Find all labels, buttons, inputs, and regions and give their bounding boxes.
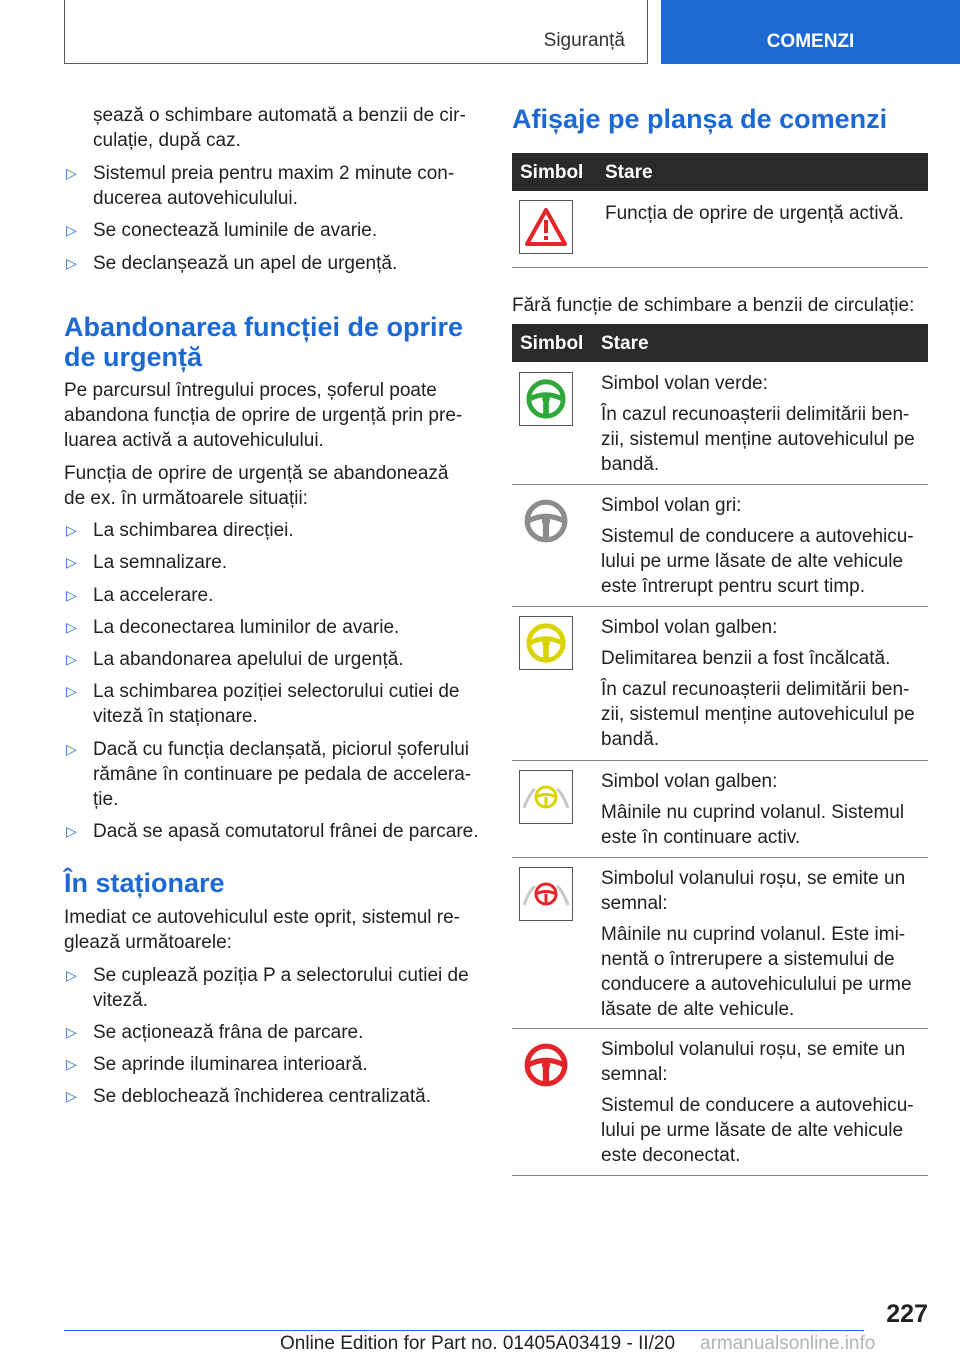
bullet-triangle-icon: ▷ bbox=[66, 1088, 77, 1104]
symbol-frame bbox=[519, 200, 573, 254]
section-heading-abandon: Abandonarea funcției de oprire de urgență bbox=[64, 312, 464, 372]
table-header bbox=[512, 153, 928, 191]
bullet-triangle-icon: ▷ bbox=[66, 255, 77, 271]
steering-wheel-red-hands-icon bbox=[521, 874, 571, 914]
bullet-triangle-icon: ▷ bbox=[66, 522, 77, 538]
symbol-frame bbox=[519, 867, 573, 921]
list-item: ▷ La schimbarea direcției. bbox=[66, 520, 294, 541]
steering-wheel-grey-icon bbox=[523, 498, 569, 544]
table-header bbox=[512, 324, 928, 362]
table-row bbox=[512, 191, 928, 268]
steering-wheel-yellow-icon bbox=[525, 622, 567, 664]
bullet-triangle-icon: ▷ bbox=[66, 651, 77, 667]
table-caption: Fără funcție de schimbare a benzii de circulație: bbox=[512, 295, 915, 316]
bullet-triangle-icon: ▷ bbox=[66, 165, 77, 181]
table-row bbox=[512, 484, 928, 607]
list-item: ▷ Se declanșează un apel de urgență. bbox=[66, 253, 398, 274]
bullet-triangle-icon: ▷ bbox=[66, 1024, 77, 1040]
list-item: ▷ La semnalizare. bbox=[66, 552, 228, 573]
symbol-frame bbox=[519, 770, 573, 824]
list-item: ▷ Dacă cu funcția declanșată, piciorul șoferului rămâne în continuare pe pedala de accelera- ție. bbox=[66, 739, 472, 810]
header-chapter-tab[interactable] bbox=[661, 0, 960, 64]
steering-wheel-red-icon bbox=[523, 1042, 569, 1088]
list-item: ▷ La deconectarea luminilor de avarie. bbox=[66, 617, 400, 638]
state-description: Simbolul volanului roșu, se emite un semnal: Mâinile nu cuprind volanul. Este imi- nentă o întrerupere a sistemului de conducere a autovehiculului pe urme lăsate de alte vehicule. bbox=[601, 868, 912, 1020]
edition-text: Online Edition for Part no. 01405A03419 - II/20 bbox=[280, 1333, 676, 1354]
symbol-frame bbox=[519, 494, 573, 548]
paragraph: Imediat ce autovehiculul este oprit, sistemul re- glează următoarele: bbox=[64, 907, 461, 953]
column-header-state: Stare bbox=[605, 162, 653, 183]
paragraph: Pe parcursul întregului proces, șoferul poate abandona funcția de oprire de urgență prin pre- luarea activă a autovehiculului. bbox=[64, 380, 463, 451]
bullet-triangle-icon: ▷ bbox=[66, 1056, 77, 1072]
list-item: ▷ Se conectează luminile de avarie. bbox=[66, 220, 378, 241]
section-heading-displays: Afișaje pe planșa de comenzi bbox=[512, 104, 888, 134]
table-row bbox=[512, 1028, 928, 1176]
list-item: ▷ Dacă se apasă comutatorul frânei de parcare. bbox=[66, 821, 479, 842]
paragraph: Funcția de oprire de urgență se abandonează de ex. în următoarele situații: bbox=[64, 463, 449, 509]
column-header-symbol: Simbol bbox=[520, 162, 584, 183]
symbol-frame bbox=[519, 1038, 573, 1092]
continued-text: șează o schimbare automată a benzii de cir- culație, după caz. bbox=[93, 105, 466, 151]
bullet-triangle-icon: ▷ bbox=[66, 222, 77, 238]
bullet-triangle-icon: ▷ bbox=[66, 619, 77, 635]
bullet-triangle-icon: ▷ bbox=[66, 587, 77, 603]
state-description: Simbol volan galben: Delimitarea benzii a fost încălcată. În cazul recunoașterii delimitării ben- zii, sistemul menține autovehiculul pe bandă. bbox=[601, 617, 915, 750]
header-chapter-label: COMENZI bbox=[766, 31, 855, 52]
list-item: ▷ Se aprinde iluminarea interioară. bbox=[66, 1054, 368, 1075]
column-header-symbol: Simbol bbox=[520, 333, 584, 354]
state-description: Simbol volan gri: Sistemul de conducere a autovehicu- lului pe urme lăsate de alte vehicule este întrerupt pentru scurt timp. bbox=[601, 495, 914, 597]
table-row bbox=[512, 606, 928, 761]
steering-wheel-green-icon bbox=[525, 378, 567, 420]
section-heading-standstill: În staționare bbox=[64, 868, 225, 898]
list-item: ▷ Sistemul preia pentru maxim 2 minute con- ducerea autovehiculului. bbox=[66, 163, 455, 209]
symbol-frame bbox=[519, 372, 573, 426]
list-item: ▷ Se acționează frâna de parcare. bbox=[66, 1022, 364, 1043]
bullet-triangle-icon: ▷ bbox=[66, 741, 77, 757]
list-item: ▷ Se deblochează închiderea centralizată. bbox=[66, 1086, 432, 1107]
bullet-triangle-icon: ▷ bbox=[66, 823, 77, 839]
bullet-triangle-icon: ▷ bbox=[66, 967, 77, 983]
header-section-tab bbox=[64, 0, 648, 64]
bullet-triangle-icon: ▷ bbox=[66, 554, 77, 570]
list-item: ▷ La accelerare. bbox=[66, 585, 214, 606]
column-header-state: Stare bbox=[601, 333, 649, 354]
steering-wheel-yellow-hands-icon bbox=[521, 777, 571, 817]
symbol-frame bbox=[519, 616, 573, 670]
bullet-triangle-icon: ▷ bbox=[66, 683, 77, 699]
table-row bbox=[512, 362, 928, 485]
state-description: Simbolul volanului roșu, se emite un semnal: Sistemul de conducere a autovehicu- lului pe urme lăsate de alte vehicule este deconectat. bbox=[601, 1039, 914, 1166]
list-item: ▷ La schimbarea poziției selectorului cutiei de viteză în staționare. bbox=[66, 681, 460, 727]
page-number: 227 bbox=[886, 1300, 928, 1328]
footer-divider bbox=[64, 1330, 864, 1331]
state-description: Simbol volan galben: Mâinile nu cuprind volanul. Sistemul este în continuare activ. bbox=[601, 771, 905, 848]
table-row bbox=[512, 760, 928, 858]
warning-triangle-icon bbox=[524, 207, 568, 247]
list-item: ▷ Se cuplează poziția P a selectorului cutiei de viteză. bbox=[66, 965, 469, 1011]
table-row bbox=[512, 857, 928, 1029]
watermark: armanualsonline.info bbox=[700, 1333, 876, 1354]
header-section-label: Siguranță bbox=[543, 30, 625, 51]
state-description: Funcția de oprire de urgență activă. bbox=[605, 203, 904, 224]
list-item: ▷ La abandonarea apelului de urgență. bbox=[66, 649, 404, 670]
state-description: Simbol volan verde: În cazul recunoașterii delimitării ben- zii, sistemul menține autovehiculul pe bandă. bbox=[601, 373, 915, 475]
